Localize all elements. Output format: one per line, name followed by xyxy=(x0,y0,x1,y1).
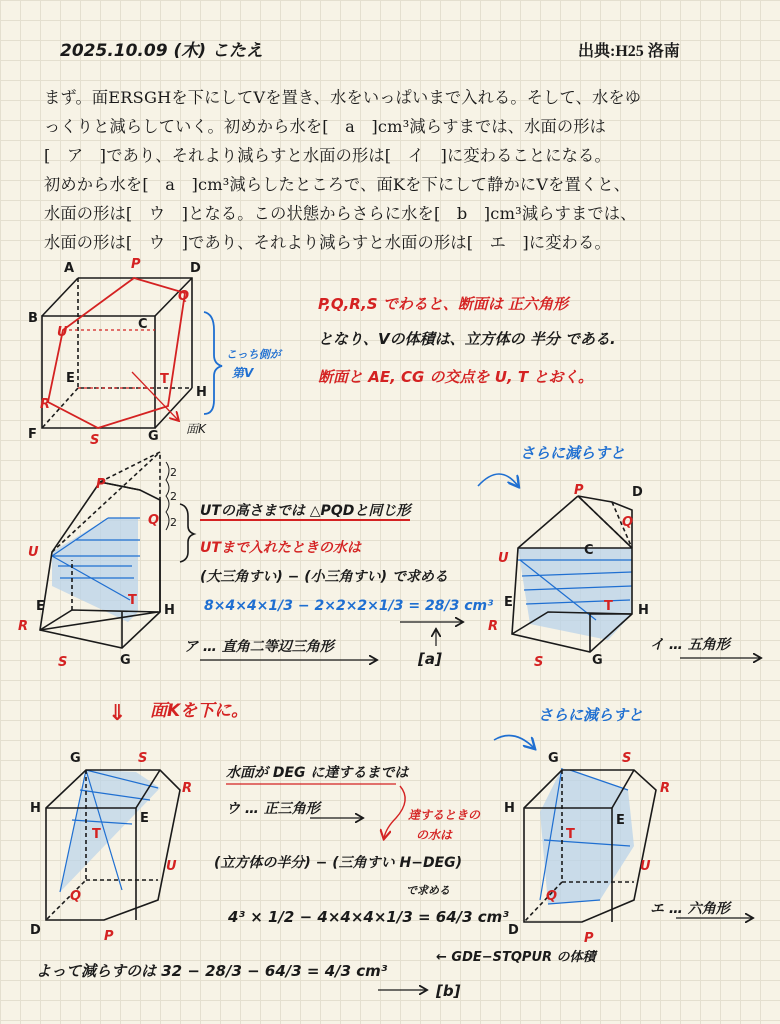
side-note-1: こっち側が xyxy=(226,348,281,361)
cube-diagram-1 xyxy=(42,278,222,428)
cube2-label: G xyxy=(70,751,81,766)
cube3-label: P xyxy=(584,931,594,946)
height-label: 2 xyxy=(170,466,177,479)
cube2-label: R xyxy=(182,781,193,796)
solid1-label: G xyxy=(120,653,131,668)
s2-name-note: ← GDE−STQPUR の体積 xyxy=(436,950,596,965)
solid1-label: H xyxy=(164,603,175,618)
cube3-label: D xyxy=(508,923,519,938)
s2-red-note-1: 達するときの xyxy=(408,808,481,822)
cube1-label: G xyxy=(148,429,159,444)
cube1-label: H xyxy=(196,385,207,400)
height-label: 2 xyxy=(170,516,177,529)
cube3-label: E xyxy=(616,813,625,828)
cube3-label: Q xyxy=(546,889,558,904)
s2-note-2: ウ … 正三角形 xyxy=(226,801,320,817)
intro-line: っくりと減らしていく。初めから水を[ a ]cm³減らすまでは、水面の形は xyxy=(44,117,607,136)
solid1-label: U xyxy=(28,545,39,560)
note-top-2: となり、Vの体積は、立方体の 半分 である. xyxy=(318,330,616,348)
s2-note-3: (立方体の半分) − (三角すい H−DEG) xyxy=(214,855,463,871)
intro-line: [ ア ]であり、それより減らすと水面の形は[ イ ]に変わることになる。 xyxy=(44,146,611,165)
s2-answer-e: エ … 六角形 xyxy=(650,901,730,917)
cube2-label: T xyxy=(92,827,101,842)
cube1-labels xyxy=(28,257,207,448)
solid2-label: R xyxy=(488,619,499,634)
s2-red-note-2: の水は xyxy=(416,828,453,842)
height-label: 2 xyxy=(170,490,177,503)
s2-formula: 4³ × 1/2 − 4×4×4×1/3 = 64/3 cm³ xyxy=(228,908,509,926)
cube3-label: G xyxy=(548,751,559,766)
cube3-label: S xyxy=(622,751,632,766)
cube3-label: H xyxy=(504,801,515,816)
solid-diagram-1 xyxy=(40,452,194,648)
solid2-label: P xyxy=(574,483,584,498)
cube3-label: R xyxy=(660,781,671,796)
cube1-label: Q xyxy=(178,289,190,304)
intro-line: 初めから水を[ a ]cm³減らしたところで、面Kを下にして静かにVを置くと、 xyxy=(44,175,631,194)
s1-answer-i: イ … 五角形 xyxy=(650,637,730,653)
cube1-label: P xyxy=(131,257,141,272)
solid1-label: Q xyxy=(148,513,160,528)
s1-note-1 xyxy=(200,500,410,520)
s2-note-1: 水面が DEG に達するまでは xyxy=(226,765,409,781)
cube2-label: H xyxy=(30,801,41,816)
cube1-label: D xyxy=(190,261,201,276)
s1-formula: 8×4×4×1/3 − 2×2×2×1/3 = 28/3 cm³ xyxy=(204,598,494,614)
solid1-label: S xyxy=(58,655,68,670)
s1-a-label: [a] xyxy=(418,650,442,668)
intro-line: 水面の形は[ ウ ]であり、それより減らすと水面の形は[ エ ]に変わる。 xyxy=(44,233,611,252)
solid2-label: H xyxy=(638,603,649,618)
s2-top-note: さらに減らすと xyxy=(538,706,644,724)
cube2-label: D xyxy=(30,923,41,938)
cube2-label: E xyxy=(140,811,149,826)
header-date: 2025.10.09 (木) こたえ xyxy=(60,41,263,61)
solid2-label: C xyxy=(584,543,594,558)
cube1-label: F xyxy=(28,427,37,442)
s1-note-1-text: UTの高さまでは △PQDと同じ形 xyxy=(200,503,411,519)
cube1-label: A xyxy=(64,261,75,276)
face-k-label: 面K xyxy=(186,422,206,436)
cube2-label: U xyxy=(166,859,177,874)
cube1-label: S xyxy=(90,433,100,448)
s2-final: よって減らすのは 32 − 28/3 − 64/3 = 4/3 cm³ xyxy=(36,962,388,980)
cube2-label: S xyxy=(138,751,148,766)
note-top-1: P,Q,R,S でわると、断面は 正六角形 xyxy=(318,295,569,313)
solid1-label: E xyxy=(36,599,45,614)
note-arrow xyxy=(384,786,405,838)
s1-top-note: さらに減らすと xyxy=(520,444,626,462)
solid1-label: P xyxy=(96,477,106,492)
cube1-label: U xyxy=(57,325,68,340)
down-arrow-icon: ⇓ xyxy=(108,701,127,726)
intro-line: まず。面ERSGHを下にしてVを置き、水をいっぱいまで入れる。そして、水をゆ xyxy=(44,88,642,107)
solid2-label: T xyxy=(604,599,613,614)
s1-answer-a: ア … 直角二等辺三角形 xyxy=(184,639,334,655)
cube1-label: R xyxy=(40,397,51,412)
solid2-label: U xyxy=(498,551,509,566)
cube-diagram-2 xyxy=(46,770,180,920)
s1-note-2: UTまで入れたときの水は xyxy=(200,540,361,556)
intro-line: 水面の形は[ ウ ]となる。この状態からさらに水を[ b ]cm³減らすまでは、 xyxy=(44,204,637,223)
header-source: 出典:H25 洛南 xyxy=(578,43,680,60)
solid2-label: D xyxy=(632,485,643,500)
s2-note-3b: で求める xyxy=(406,884,450,897)
solid1-label: T xyxy=(128,593,137,608)
s2-b-label: [b] xyxy=(436,982,461,1000)
cube1-label: C xyxy=(138,317,148,332)
solid2-label: S xyxy=(534,655,544,670)
note-top-3: 断面と AE, CG の交点を U, T とおく。 xyxy=(318,368,594,386)
s1-note-3: (大三角すい) − (小三角すい) で求める xyxy=(200,569,448,585)
s2-heading: 面Kを下に。 xyxy=(150,701,249,721)
cube1-label: T xyxy=(160,372,169,387)
solid2-label: E xyxy=(504,595,513,610)
cube2-label: Q xyxy=(70,889,82,904)
solid2-label: G xyxy=(592,653,603,668)
solid1-label: R xyxy=(18,619,29,634)
cube1-label: B xyxy=(28,311,38,326)
cube3-label: T xyxy=(566,827,575,842)
cube-diagram-3 xyxy=(494,736,656,923)
solid2-label: Q xyxy=(622,515,634,530)
cube2-label: P xyxy=(104,929,114,944)
side-note-2: 第V xyxy=(232,366,254,380)
cube3-label: U xyxy=(640,859,651,874)
cube1-label: E xyxy=(66,371,75,386)
